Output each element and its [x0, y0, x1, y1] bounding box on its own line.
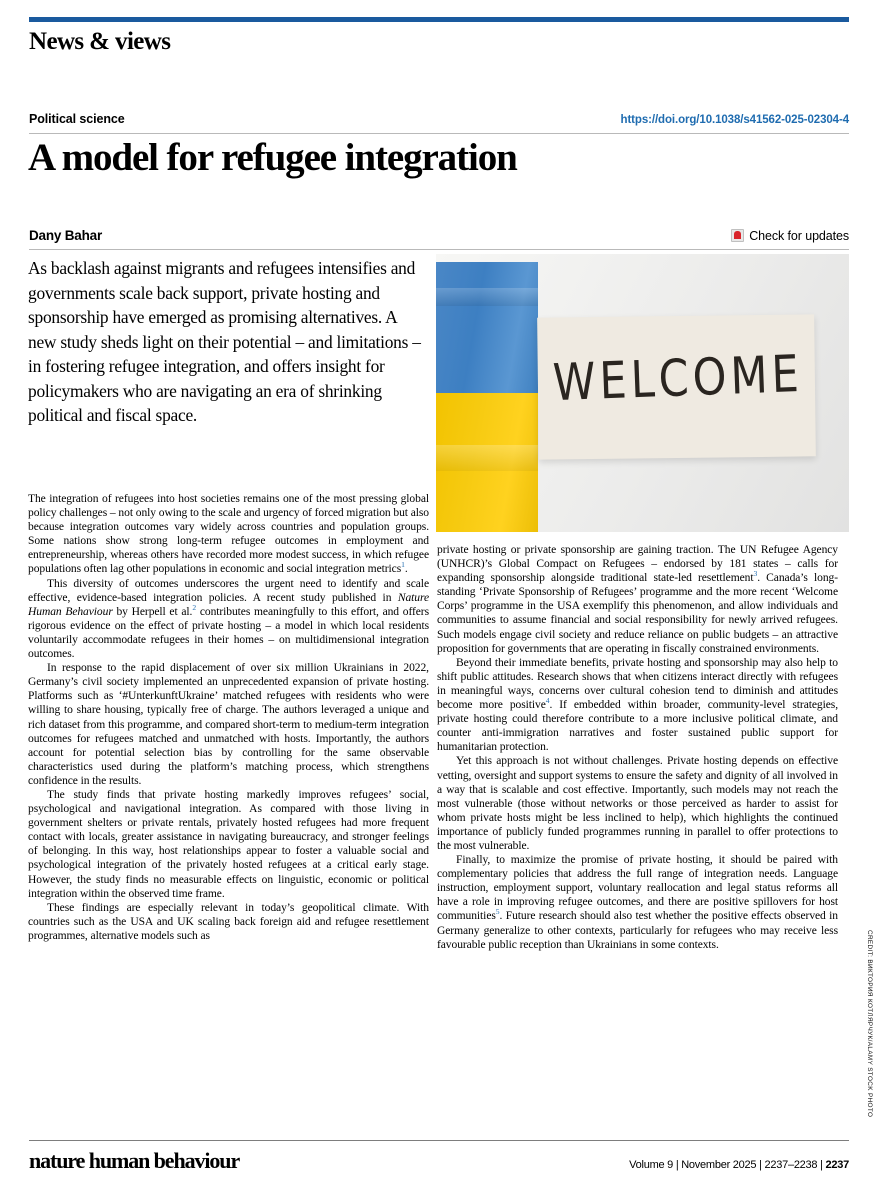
doi-link[interactable]: https://doi.org/10.1038/s41562-025-02304-4 — [620, 114, 849, 126]
reference-marker[interactable]: 2 — [192, 602, 197, 612]
reference-marker[interactable]: 4 — [545, 696, 550, 706]
paragraph — [28, 577, 429, 662]
check-for-updates-label: Check for updates — [749, 228, 849, 243]
check-for-updates-badge[interactable] — [731, 229, 849, 243]
paragraph: The study finds that private hosting markedly improves refugees’ social, psychological and navigational integration. As compared with those living in government shelters or private rentals, privately hosted refugees had more frequent contact with locals, greater assistance in navigating bureaucracy, and stronger feelings of belonging. In this way, host relationships appear to foster a valuable social and psychological integration of the privately hosted refugees at a critical early stage. However, the study finds no measurable effects on linguistic, economic or political integration within the observed time frame. — [28, 788, 429, 900]
flag-blue-band — [436, 262, 538, 393]
paragraph-text: This diversity of outcomes underscores the urgent need to identify and scale effective, evidence-based integration policies. A recent study published in Nature Human Behaviour by Herpell et al. — [28, 577, 429, 618]
paragraph: In response to the rapid displacement of over six million Ukrainians in 2022, Germany’s civil society implemented an unprecedented expansion of private hosting. Platforms such as ‘#UnterkunftUkraine’ matched refugees with residents who were willing to share housing, typically free of charge. The authors leveraged a unique and rich dataset from this programme, and compared short-term to medium-term integration outcomes for refugees matched and unmatched with hosts. Importantly, the authors account for potential selection bias by controlling for the same observable characteristics used during the platform’s matching process, which strengthens confidence in the results. — [28, 662, 429, 787]
reference-marker[interactable]: 1 — [401, 560, 405, 570]
paragraph-text: private hosting or private sponsorship are gaining traction. The UN Refugee Agency (UNHCR)’s Global Compact on Refugees – endorsed by 181 states – calls for expanding sponsorship alongside traditional state-led resettlement — [437, 544, 838, 585]
divider-under-author — [29, 249, 849, 250]
reference-marker[interactable]: 5 — [495, 907, 500, 917]
top-accent-bar — [29, 17, 849, 22]
body-column-right — [437, 543, 838, 952]
photo-credit: CREDIT: ВИКТОРИЯ КОТЛЯРЧУК/ALAMY STOCK PHOTO — [866, 930, 873, 1118]
body-column-left — [28, 492, 429, 943]
paragraph-tail: . If embedded within broader, community-level strategies, private hosting could therefore contribute to a more inclusive political climate, and counter anti-immigration narratives and foster sustained public support for humanitarian protection. — [437, 699, 839, 754]
footer-meta — [629, 1159, 849, 1171]
flag-yellow-band — [436, 393, 538, 532]
author-row — [29, 228, 849, 243]
article-photo — [436, 254, 849, 532]
paragraph-text: Finally, to maximize the promise of private hosting, it should be paired with complementary policies that address the full range of integration needs. Language instruction, employment support, voluntary reallocation and legal status reforms all have a role in improving refugee outcomes, and there are positive spillovers for host communities — [437, 854, 838, 923]
divider-under-section — [29, 133, 849, 134]
ukraine-flag — [436, 262, 538, 532]
footer-page-number: 2237 — [825, 1159, 849, 1171]
section-header-row — [29, 112, 849, 126]
paragraph-tail: contributes meaningfully to this effort, and offers rigorous evidence on the effect of private hosting – a model in which local residents voluntarily accommodate refugees in their homes – on multidimensional integration outcomes. — [28, 605, 429, 661]
crossmark-badge-icon — [731, 229, 744, 242]
paragraph — [437, 853, 838, 952]
paragraph: Yet this approach is not without challenges. Private hosting depends on effective vetting, oversight and support systems to ensure the safety and dignity of all involved in a way that is scalable and cost effective. Importantly, such models may not reach the most vulnerable (those without networks or those perceived as harder to assist for whom private hosts might be less inclined to help), which highlights the continued importance of publicly funded programmes running in parallel to offer protections to the most vulnerable. — [437, 755, 838, 852]
footer-volume: Volume 9 | November 2025 | 2237–2238 | — [629, 1159, 826, 1171]
journal-title-italic: Nature Human Behaviour — [28, 591, 429, 618]
paragraph: These findings are especially relevant in today’s geopolitical climate. With countries such as the USA and UK scaling back foreign aid and refugee resettlement programmes, alternative models such as — [28, 901, 429, 942]
paragraph — [437, 656, 838, 755]
author-name: Dany Bahar — [29, 228, 103, 243]
paragraph-tail: . Future research should also test whether the positive effects observed in Germany generalize to other contexts, particularly for refugees who may receive less favourable public reception than Ukrainians in some contexts. — [437, 910, 838, 951]
paragraph-text: Beyond their immediate benefits, private hosting and sponsorship may also help to shift public attitudes. Research shows that when citizens interact directly with refugees in meaningful ways, concerns over cultural cohesion tend to diminish and attitudes become more positive — [437, 656, 838, 712]
section-label: Political science — [29, 112, 125, 126]
standfirst: As backlash against migrants and refugees intensifies and governments scale back support, private hosting and sponsorship have emerged as promising alternatives. A new study sheds light on their potential – and limitations – in fostering refugee integration, and offers insight for policymakers who are navigating an era of shrinking political and fiscal space. — [28, 258, 421, 425]
masthead-title: News & views — [29, 28, 171, 55]
welcome-sign-text: WELCOME — [551, 344, 804, 414]
page-footer — [29, 1148, 849, 1174]
page-title: A model for refugee integration — [28, 136, 517, 179]
paragraph-text: The integration of refugees into host societies remains one of the most pressing global policy challenges – not only owing to the scale and urgency of forced migration but also because integration outcomes vary widely across countries and population groups. Some nations show strong long-term refugee outcomes in employment and entrepreneurship, whereas others have recorded more modest success, in which refugee populations often lag other populations in economic and social integration metrics — [28, 493, 429, 576]
journal-logo: nature human behaviour — [29, 1148, 240, 1173]
paragraph-tail: . — [404, 563, 408, 576]
paragraph-tail: . Canada’s long-standing ‘Private Sponsorship of Refugees’ programme and the more recent ‘Welcome Corps’ programme in the USA exemplify this phenomenon, and allow individuals and communities to assume financial and social responsibility for newly arrived refugees. Such models engage civil society and reduce reliance on public budgets – an attractive proposition for governments that are operating in fiscally constrained environments. — [437, 572, 838, 655]
paragraph — [28, 492, 429, 577]
reference-marker[interactable]: 3 — [753, 569, 758, 579]
welcome-sign — [537, 314, 816, 459]
paragraph — [437, 543, 838, 656]
divider-footer — [29, 1140, 849, 1141]
